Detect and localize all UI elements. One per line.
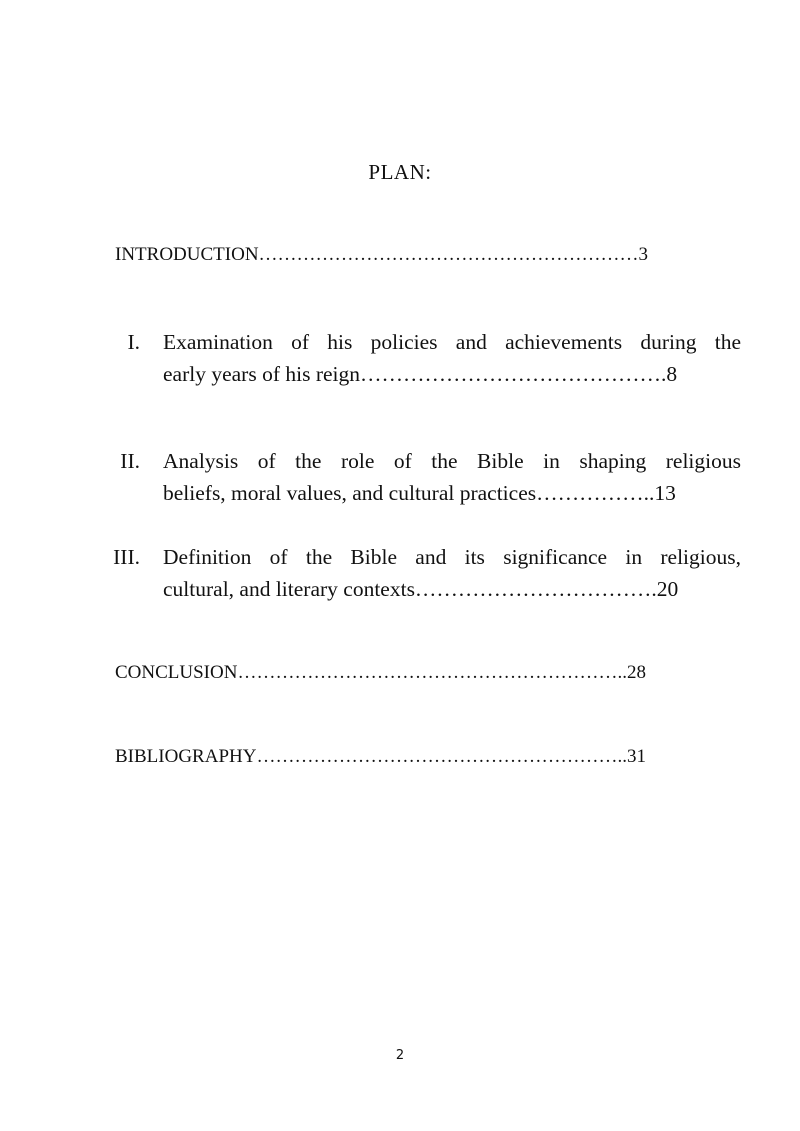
chapter-title [163,541,741,605]
chapter-title-line-2: beliefs, moral values, and cultural practices……………..13 [163,481,676,505]
toc-entry-introduction: INTRODUCTION……………………………………………………3 [115,244,649,265]
page-title: PLAN: [368,160,432,184]
chapter-title-line-1: Definition of the Bible and its significance in religious, [163,545,741,569]
chapter-numeral: II. [120,449,140,473]
chapter-title-line-2: cultural, and literary contexts…………………………….20 [163,577,679,601]
chapter-title-line-2: early years of his reign…………………………………….8 [163,362,678,386]
chapter-title-line-1: Examination of his policies and achievements during the [163,330,741,354]
page-number: 2 [395,1048,405,1063]
chapter-title-line-1: Analysis of the role of the Bible in shaping religious [163,449,741,473]
chapter-numeral: III. [113,545,140,569]
chapter-title [163,326,741,390]
toc-entry-bibliography: BIBLIOGRAPHY…………………………………………………..31 [115,746,646,767]
toc-entry-conclusion: CONCLUSION……………………………………………………..28 [115,662,646,683]
chapter-title [163,445,741,509]
chapter-numeral: I. [127,330,140,354]
